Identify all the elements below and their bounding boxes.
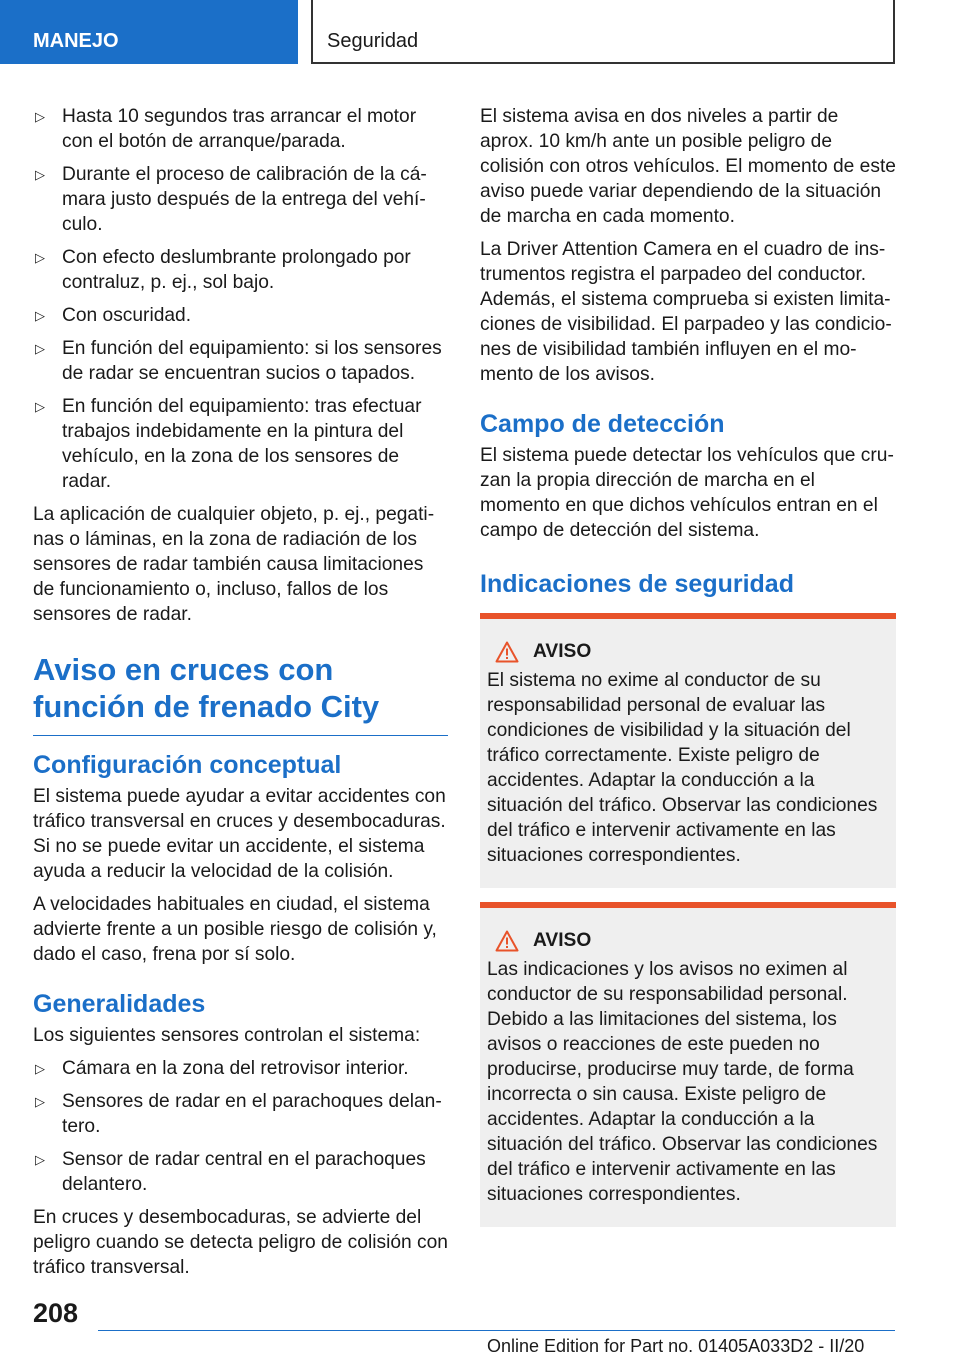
paragraph-concept-1: El sistema puede ayudar a evitar accidentes con tráfico transversal en cruces y desembocaduras. Si no se puede evitar un accidente, el sistema ayuda a reducir la velocidad de la colisión.: [33, 786, 446, 882]
list-item: ▷ Con efecto deslumbrante prolongado por contraluz, p. ej., sol bajo.: [35, 247, 411, 293]
warning-text: El sistema no exime al conductor de su responsabilidad personal de evaluar las condiciones de visibilidad y la situación del tráfico correctamente. Existe peligro de accidentes. Adaptar la conducción a la situación del tráfico. Observar las condiciones del tráfico e intervenir activamente en las situaciones correspondientes.: [487, 670, 878, 866]
bullet-list-sensors: [33, 1056, 448, 1197]
list-item: ▷ En función del equipamiento: tras efectuar trabajos indebidamente en la pintura del vehículo, en la zona de los sensores de radar.: [35, 396, 422, 492]
list-item: ▷ Sensor de radar central en el parachoques delantero.: [35, 1149, 426, 1195]
paragraph-concept-2: A velocidades habituales en ciudad, el sistema advierte frente a un posible riesgo de colisión y, dado el caso, frena por sí solo.: [33, 894, 437, 965]
subheading-concept: Configuración conceptual: [33, 751, 342, 779]
footer-edition: Online Edition for Part no. 01405A033D2 - II/20: [487, 1336, 865, 1356]
bullet-list-conditions: [33, 104, 448, 494]
list-item: ▷ Cámara en la zona del retrovisor interior.: [35, 1058, 409, 1079]
paragraph-driver-camera: La Driver Attention Camera en el cuadro de instrumentos registra el parpadeo del conductor. Además, el sistema comprueba si existen limitaciones de visibilidad. El parpadeo y las condiciones de visibilidad también influyen en el momento de los avisos.: [480, 239, 892, 385]
list-item: ▷ Hasta 10 segundos tras arrancar el motor con el botón de arranque/parada.: [35, 106, 417, 152]
subheading-detection-field: Campo de detección: [480, 410, 725, 438]
triangle-bullet-icon: ▷: [35, 109, 45, 124]
header-section-tab: MANEJO: [0, 0, 298, 64]
triangle-bullet-icon: ▷: [35, 1061, 45, 1076]
triangle-bullet-icon: ▷: [35, 167, 45, 182]
right-column: [480, 104, 896, 1227]
subheading-safety: Indicaciones de seguridad: [480, 570, 794, 598]
warning-box: [480, 613, 896, 888]
triangle-bullet-icon: ▷: [35, 399, 45, 414]
header-title: Seguridad: [311, 0, 895, 64]
section-heading: Aviso en cruces con función de frenado City: [33, 651, 448, 736]
paragraph-detection-field: El sistema puede detectar los vehículos que cruzan la propia dirección de marcha en el momento en que dichos vehículos entran en el campo de detección del sistema.: [480, 445, 894, 541]
triangle-bullet-icon: ▷: [35, 341, 45, 356]
list-item: ▷ Sensores de radar en el parachoques delantero.: [35, 1091, 442, 1137]
warning-text: Las indicaciones y los avisos no eximen al conductor de su responsabilidad personal. Debido a las limitaciones del sistema, los avisos o reacciones de este pueden no producirse, producirse muy tarde, de forma incorrecta o sin causa. Existe peligro de accidentes. Adaptar la conducción a la situación del tráfico. Observar las condiciones del tráfico e intervenir activamente en las situaciones correspondientes.: [487, 959, 878, 1205]
list-item: ▷ Durante el proceso de calibración de la cámara justo después de la entrega del vehículo.: [35, 164, 427, 235]
paragraph-radar-objects: La aplicación de cualquier objeto, p. ej., pegatinas o láminas, en la zona de radiación de los sensores de radar también causa limitaciones de funcionamiento o, incluso, fallos de los sensores de radar.: [33, 504, 435, 625]
list-item: ▷ Con oscuridad.: [35, 305, 192, 326]
list-item: ▷ En función del equipamiento: si los sensores de radar se encuentran sucios o tapados.: [35, 338, 442, 384]
warning-triangle-icon: [495, 930, 519, 952]
warning-title: AVISO: [533, 930, 592, 951]
warning-triangle-icon: [495, 641, 519, 663]
warning-title: AVISO: [533, 641, 592, 662]
subheading-general: Generalidades: [33, 990, 206, 1018]
triangle-bullet-icon: ▷: [35, 250, 45, 265]
triangle-bullet-icon: ▷: [35, 1094, 45, 1109]
page-number: 208: [33, 1298, 79, 1328]
paragraph-warning-levels: El sistema avisa en dos niveles a partir de aprox. 10 km/h ante un posible peligro de colisión con otros vehículos. El momento de este aviso puede variar dependiendo de la situación de marcha en cada momento.: [480, 106, 896, 227]
paragraph-general: Los siguientes sensores controlan el sistema:: [33, 1025, 421, 1046]
paragraph-crossings: En cruces y desembocaduras, se advierte del peligro cuando se detecta peligro de colisión con tráfico transversal.: [33, 1207, 448, 1278]
warning-box: [480, 902, 896, 1227]
footer-divider: [98, 1330, 895, 1331]
left-column: [33, 104, 448, 1288]
triangle-bullet-icon: ▷: [35, 308, 45, 323]
triangle-bullet-icon: ▷: [35, 1152, 45, 1167]
